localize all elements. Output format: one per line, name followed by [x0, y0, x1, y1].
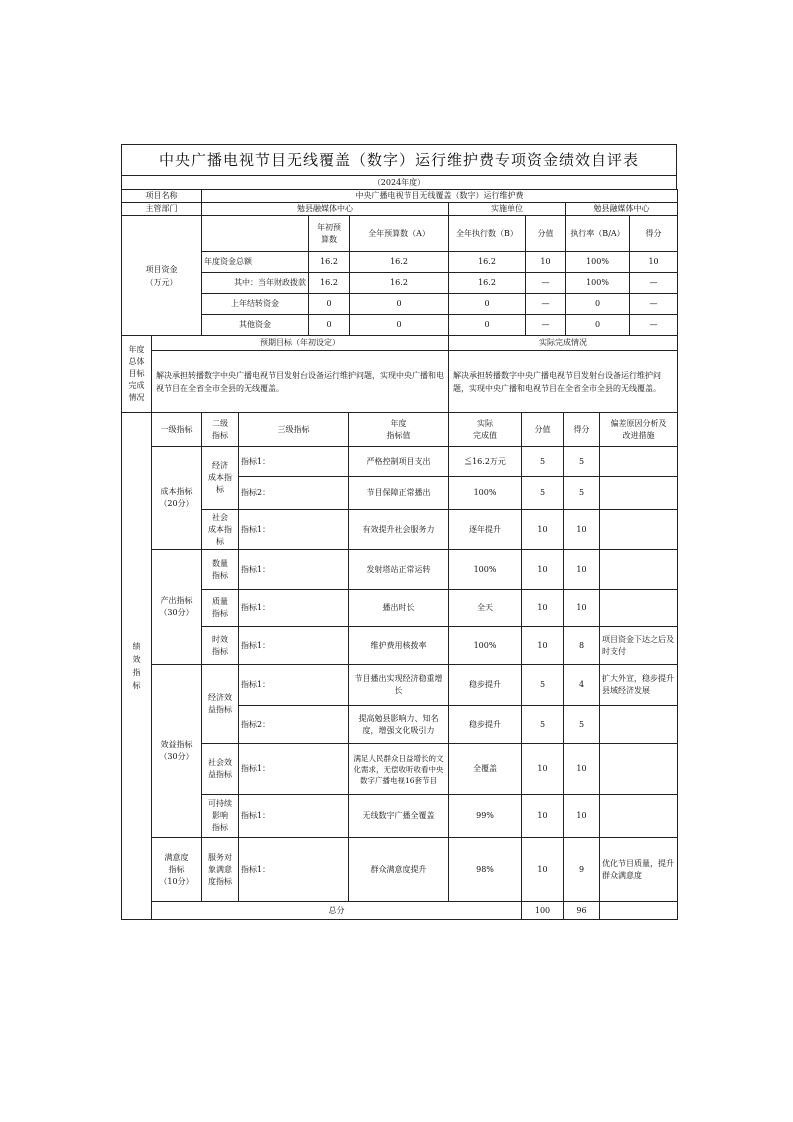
indicator-score: 5: [522, 706, 564, 744]
indicator-points: 5: [564, 447, 600, 477]
funds-table: [121, 189, 678, 336]
level2-economic-benefit: 经济效 益指标: [202, 665, 239, 744]
indicator-deviation: [600, 744, 678, 795]
indicator-actual: 100%: [449, 550, 522, 590]
report-year: （2024年度）: [121, 175, 677, 189]
indicator-score: 5: [522, 477, 564, 510]
funds-row-initial: 0: [309, 294, 350, 315]
funds-row-name: 上年结转资金: [202, 294, 309, 315]
funds-row-points: —: [630, 315, 678, 336]
header-points: 得分: [564, 413, 600, 447]
level2-economic-cost: 经济 成本指 标: [202, 447, 239, 510]
funds-row-budget: 16.2: [350, 273, 449, 294]
funds-row-score: —: [526, 315, 566, 336]
indicator-actual: 全覆盖: [449, 744, 522, 795]
goals-table: [121, 335, 678, 413]
indicator-points: 8: [564, 627, 600, 665]
indicator-target: 满足人民群众日益增长的文化需求，无偿收听收看中央数字广播电视16套节目: [349, 744, 449, 795]
funds-row-rate: 0: [566, 315, 630, 336]
indicators-label: 绩 效 指 标: [122, 413, 152, 920]
indicator-actual: 99%: [449, 795, 522, 838]
actual-result-text: 解决承担转播数字中央广播电视节目发射台设备运行维护问题，实现中央广播和电视节目在全省全市全县的无线覆盖。: [449, 351, 678, 413]
indicator-score: 10: [522, 744, 564, 795]
goals-label: 年度 总体 目标 完成 情况: [122, 336, 152, 413]
project-name-value: 中央广播电视节目无线覆盖（数字）运行维护费: [202, 190, 678, 203]
indicator-points: 4: [564, 665, 600, 706]
funds-row-exec: 16.2: [449, 273, 526, 294]
funds-row-budget: 0: [350, 294, 449, 315]
indicator-target: 维护费用核拨率: [349, 627, 449, 665]
header-score: 分值: [526, 216, 566, 252]
indicator-target: 群众满意度提升: [349, 838, 449, 902]
indicator-deviation: [600, 706, 678, 744]
level3-label: 指标1：: [239, 510, 349, 550]
funds-row-rate: 100%: [566, 252, 630, 273]
level3-label: 指标1：: [239, 795, 349, 838]
dept-label: 主管部门: [122, 203, 202, 216]
funds-header-blank: [202, 216, 309, 252]
header-level3: 三级指标: [239, 413, 349, 447]
funds-label: 项目资金 （万元）: [122, 216, 202, 336]
indicator-deviation: 扩大外宣，稳步提升县域经济发展: [600, 665, 678, 706]
funds-row-points: —: [630, 273, 678, 294]
level3-label: 指标1：: [239, 550, 349, 590]
impl-value: 勉县融媒体中心: [566, 203, 678, 216]
indicator-points: 10: [564, 795, 600, 838]
indicator-deviation: [600, 510, 678, 550]
level3-label: 指标2：: [239, 706, 349, 744]
indicator-target: 播出时长: [349, 590, 449, 627]
level2-social-benefit: 社会效 益指标: [202, 744, 239, 795]
header-exec-rate: 执行率（B/A）: [566, 216, 630, 252]
level1-cost: 成本指标 （20分）: [152, 447, 202, 550]
indicator-actual: ≦16.2万元: [449, 447, 522, 477]
indicator-score: 10: [522, 838, 564, 902]
indicator-actual: 100%: [449, 477, 522, 510]
total-points: 96: [564, 902, 600, 920]
funds-row-budget: 0: [350, 315, 449, 336]
funds-row-exec: 0: [449, 315, 526, 336]
funds-row-exec: 16.2: [449, 252, 526, 273]
indicator-target: 有效提升社会服务力: [349, 510, 449, 550]
indicator-score: 10: [522, 550, 564, 590]
indicator-actual: 98%: [449, 838, 522, 902]
expected-goal-text: 解决承担转播数字中央广播电视节目发射台设备运行维护问题，实现中央广播和电视节目在全省全市全县的无线覆盖。: [152, 351, 449, 413]
indicator-points: 5: [564, 706, 600, 744]
indicator-points: 5: [564, 477, 600, 510]
level2-service-satisfaction: 服务对 象满意 度指标: [202, 838, 239, 902]
page-title: 中央广播电视节目无线覆盖（数字）运行维护费专项资金绩效自评表: [121, 144, 677, 175]
indicator-points: 9: [564, 838, 600, 902]
funds-row-points: —: [630, 294, 678, 315]
header-full-year-exec: 全年执行数（B）: [449, 216, 526, 252]
funds-row-name: 其他资金: [202, 315, 309, 336]
indicator-actual: 稳步提升: [449, 665, 522, 706]
indicator-target: 提高勉县影响力、知名度，增强文化吸引力: [349, 706, 449, 744]
header-points: 得分: [630, 216, 678, 252]
header-level2: 二级 指标: [202, 413, 239, 447]
level1-output: 产出指标 （30分）: [152, 550, 202, 665]
indicator-actual: 100%: [449, 627, 522, 665]
impl-label: 实施单位: [449, 203, 566, 216]
actual-result-header: 实际完成情况: [449, 336, 678, 351]
funds-row-score: 10: [526, 252, 566, 273]
funds-row-rate: 100%: [566, 273, 630, 294]
indicator-score: 10: [522, 510, 564, 550]
indicator-deviation: 项目资金下达之后及时支付: [600, 627, 678, 665]
indicator-actual: 逐年提升: [449, 510, 522, 550]
level3-label: 指标1：: [239, 590, 349, 627]
funds-row-budget: 16.2: [350, 252, 449, 273]
funds-row-initial: 16.2: [309, 273, 350, 294]
indicator-points: 10: [564, 744, 600, 795]
indicator-deviation: [600, 447, 678, 477]
indicator-points: 10: [564, 510, 600, 550]
level3-label: 指标1：: [239, 627, 349, 665]
header-full-year-budget: 全年预算数（A）: [350, 216, 449, 252]
header-actual: 实际 完成值: [449, 413, 522, 447]
level1-benefit: 效益指标 （30分）: [152, 665, 202, 838]
level2-sustainability: 可持续 影响 指标: [202, 795, 239, 838]
dept-value: 勉县融媒体中心: [202, 203, 449, 216]
funds-row-initial: 16.2: [309, 252, 350, 273]
indicator-score: 5: [522, 447, 564, 477]
header-target: 年度 指标值: [349, 413, 449, 447]
indicator-deviation: 优化节目质量，提升群众满意度: [600, 838, 678, 902]
header-deviation: 偏差原因分析及 改进措施: [600, 413, 678, 447]
evaluation-sheet: [121, 144, 677, 920]
indicator-target: 发射塔站正常运转: [349, 550, 449, 590]
level1-satisfaction: 满意度 指标 （10分）: [152, 838, 202, 902]
indicator-actual: 稳步提升: [449, 706, 522, 744]
level2-quantity: 数量 指标: [202, 550, 239, 590]
indicator-target: 无线数字广播全覆盖: [349, 795, 449, 838]
indicator-target: 节目播出实现经济稳重增长: [349, 665, 449, 706]
header-level1: 一级指标: [152, 413, 202, 447]
indicators-table: [121, 412, 678, 920]
level3-label: 指标2：: [239, 477, 349, 510]
indicator-score: 10: [522, 795, 564, 838]
total-deviation-blank: [600, 902, 678, 920]
indicator-deviation: [600, 795, 678, 838]
level3-label: 指标1：: [239, 665, 349, 706]
level3-label: 指标1：: [239, 838, 349, 902]
indicator-target: 节目保障正常播出: [349, 477, 449, 510]
indicator-score: 10: [522, 627, 564, 665]
indicator-target: 严格控制项目支出: [349, 447, 449, 477]
indicator-deviation: [600, 590, 678, 627]
header-score: 分值: [522, 413, 564, 447]
indicator-score: 5: [522, 665, 564, 706]
funds-row-score: —: [526, 273, 566, 294]
total-label: 总分: [152, 902, 522, 920]
funds-row-points: 10: [630, 252, 678, 273]
level2-social-cost: 社会 成本指 标: [202, 510, 239, 550]
funds-row-exec: 0: [449, 294, 526, 315]
header-initial-budget: 年初预 算数: [309, 216, 350, 252]
expected-goal-header: 预期目标（年初设定）: [152, 336, 449, 351]
funds-row-score: —: [526, 294, 566, 315]
indicator-deviation: [600, 550, 678, 590]
total-score: 100: [522, 902, 564, 920]
indicator-deviation: [600, 477, 678, 510]
level3-label: 指标1：: [239, 744, 349, 795]
funds-row-name: 其中：当年财政拨款: [202, 273, 309, 294]
funds-row-name: 年度资金总额: [202, 252, 309, 273]
level2-quality: 质量 指标: [202, 590, 239, 627]
level2-timeliness: 时效 指标: [202, 627, 239, 665]
funds-row-initial: 0: [309, 315, 350, 336]
indicator-points: 10: [564, 590, 600, 627]
level3-label: 指标1：: [239, 447, 349, 477]
funds-row-rate: 0: [566, 294, 630, 315]
indicator-actual: 全天: [449, 590, 522, 627]
indicator-score: 10: [522, 590, 564, 627]
indicator-points: 10: [564, 550, 600, 590]
project-name-label: 项目名称: [122, 190, 202, 203]
